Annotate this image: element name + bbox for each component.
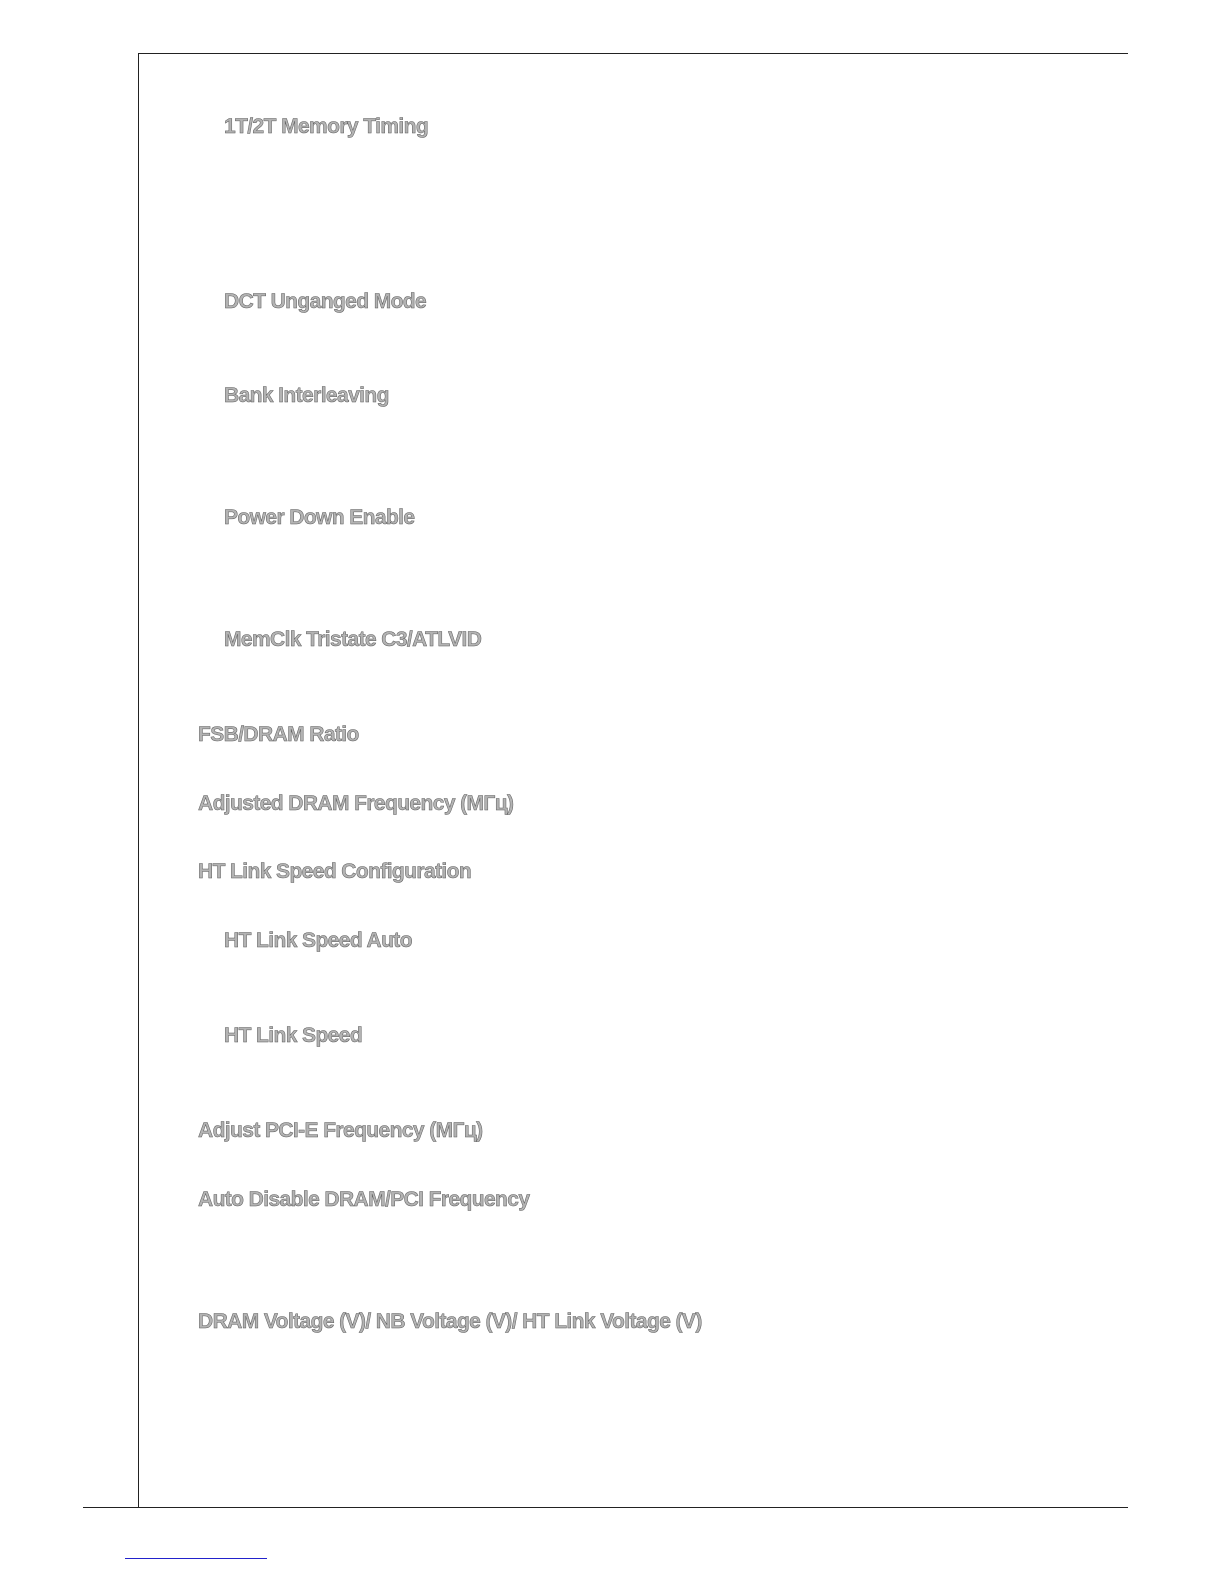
heading-memory-timing: 1T/2T Memory Timing xyxy=(224,115,429,138)
bottom-rule xyxy=(83,1507,1128,1508)
heading-ht-link-speed: HT Link Speed xyxy=(224,1024,363,1047)
heading-bank-interleaving: Bank Interleaving xyxy=(224,384,389,407)
left-rule xyxy=(138,53,139,1508)
top-rule xyxy=(138,53,1128,54)
heading-dct-unganged-mode: DCT Unganged Mode xyxy=(224,290,427,313)
heading-power-down-enable: Power Down Enable xyxy=(224,506,415,529)
heading-ht-link-speed-auto: HT Link Speed Auto xyxy=(224,929,412,952)
heading-adjusted-dram-frequency: Adjusted DRAM Frequency (МГц) xyxy=(198,792,514,815)
heading-voltages: DRAM Voltage (V)/ NB Voltage (V)/ HT Link Voltage (V) xyxy=(198,1310,702,1333)
footer-link-underline[interactable] xyxy=(125,1558,267,1559)
heading-fsb-dram-ratio: FSB/DRAM Ratio xyxy=(198,723,359,746)
heading-adjust-pcie-frequency: Adjust PCI-E Frequency (МГц) xyxy=(198,1119,483,1142)
heading-memclk-tristate: MemClk Tristate C3/ATLVID xyxy=(224,628,482,651)
heading-auto-disable-frequency: Auto Disable DRAM/PCI Frequency xyxy=(198,1188,530,1211)
heading-ht-link-speed-configuration: HT Link Speed Configuration xyxy=(198,860,472,883)
